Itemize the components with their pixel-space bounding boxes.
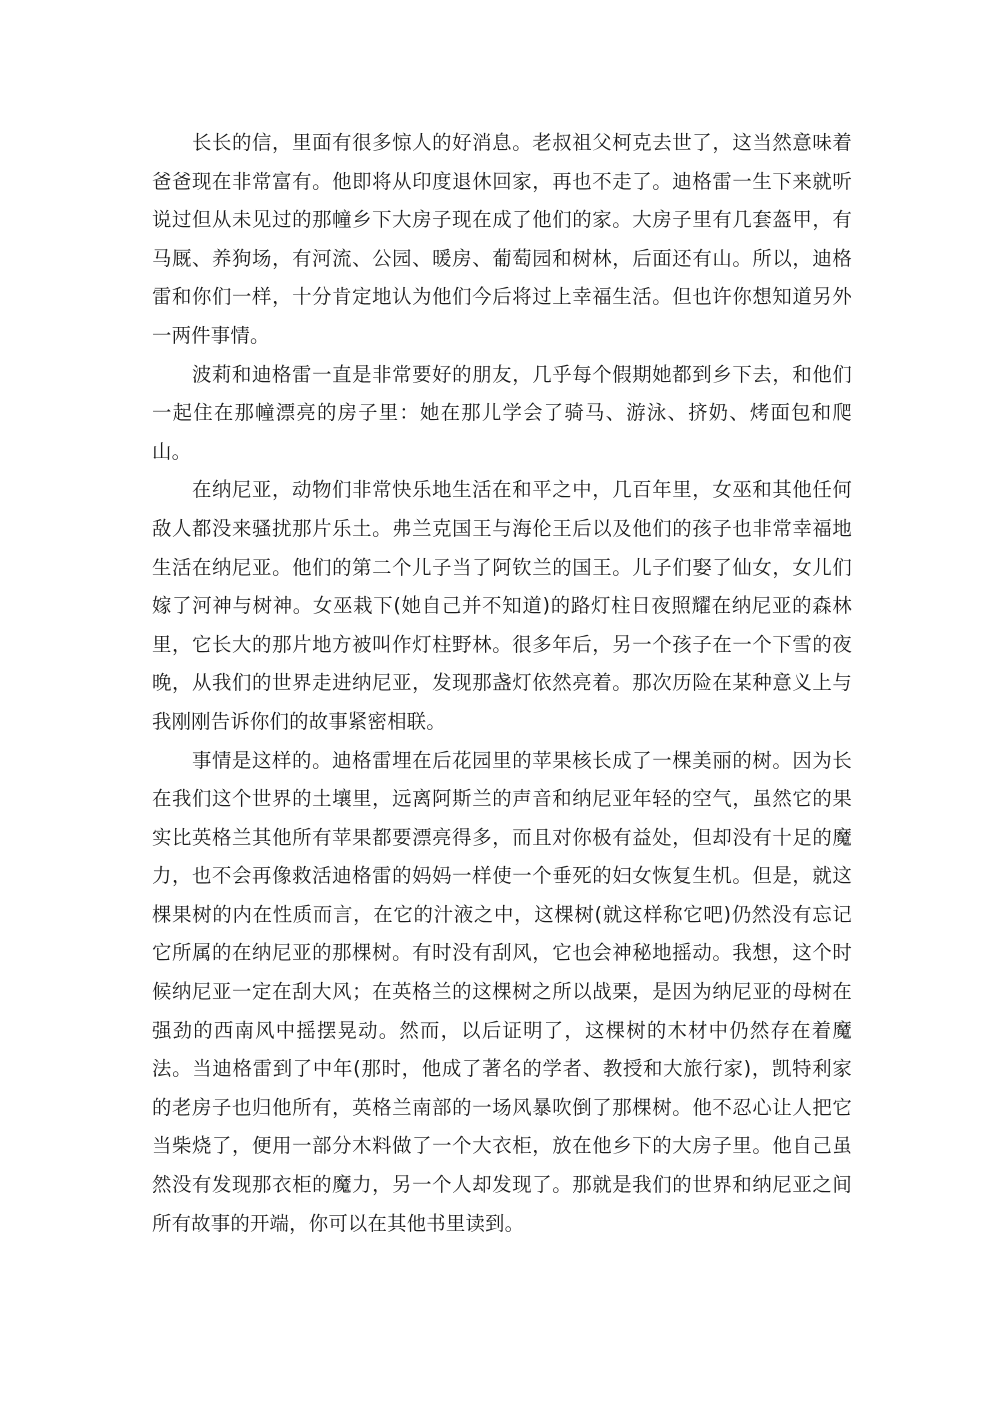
paragraph-2: 波莉和迪格雷一直是非常要好的朋友，几乎每个假期她都到乡下去，和他们一起住在那幢漂亮的房子里：她在那儿学会了骑马、游泳、挤奶、烤面包和爬山。 [152, 362, 852, 463]
paragraph-1: 长长的信，里面有很多惊人的好消息。老叔祖父柯克去世了，这当然意味着爸爸现在非常富有。他即将从印度退休回家，再也不走了。迪格雷一生下来就听说过但从未见过的那幢乡下大房子现在成了他们的家。大房子里有几套盔甲，有马厩、养狗场，有河流、公园、暖房、葡萄园和树林，后面还有山。所以，迪格雷和你们一样，十分肯定地认为他们今后将过上幸福生活。但也许你想知道另外一两件事情。 [152, 131, 852, 347]
paragraph-4: 事情是这样的。迪格雷埋在后花园里的苹果核长成了一棵美丽的树。因为长在我们这个世界的土壤里，远离阿斯兰的声音和纳尼亚年轻的空气，虽然它的果实比英格兰其他所有苹果都要漂亮得多，而且对你极有益处，但却没有十足的魔力，也不会再像救活迪格雷的妈妈一样使一个垂死的妇女恢复生机。但是，就这棵果树的内在性质而言，在它的汁液之中，这棵树(就这样称它吧)仍然没有忘记它所属的在纳尼亚的那棵树。有时没有刮风，它也会神秘地摇动。我想，这个时候纳尼亚一定在刮大风；在英格兰的这棵树之所以战栗，是因为纳尼亚的母树在强劲的西南风中摇摆晃动。然而，以后证明了，这棵树的木材中仍然存在着魔法。当迪格雷到了中年(那时，他成了著名的学者、教授和大旅行家)，凯特利家的老房子也归他所有，英格兰南部的一场风暴吹倒了那棵树。他不忍心让人把它当柴烧了，便用一部分木料做了一个大衣柜，放在他乡下的大房子里。他自己虽然没有发现那衣柜的魔力，另一个人却发现了。那就是我们的世界和纳尼亚之间所有故事的开端，你可以在其他书里读到。 [152, 748, 852, 1235]
paragraph-3: 在纳尼亚，动物们非常快乐地生活在和平之中，几百年里，女巫和其他任何敌人都没来骚扰那片乐土。弗兰克国王与海伦王后以及他们的孩子也非常幸福地生活在纳尼亚。他们的第二个儿子当了阿钦兰的国王。儿子们娶了仙女，女儿们嫁了河神与树神。女巫栽下(她自己并不知道)的路灯柱日夜照耀在纳尼亚的森林里，它长大的那片地方被叫作灯柱野林。很多年后，另一个孩子在一个下雪的夜晚，从我们的世界走进纳尼亚，发现那盏灯依然亮着。那次历险在某种意义上与我刚刚告诉你们的故事紧密相联。 [152, 478, 852, 733]
document-page [152, 124, 852, 1243]
